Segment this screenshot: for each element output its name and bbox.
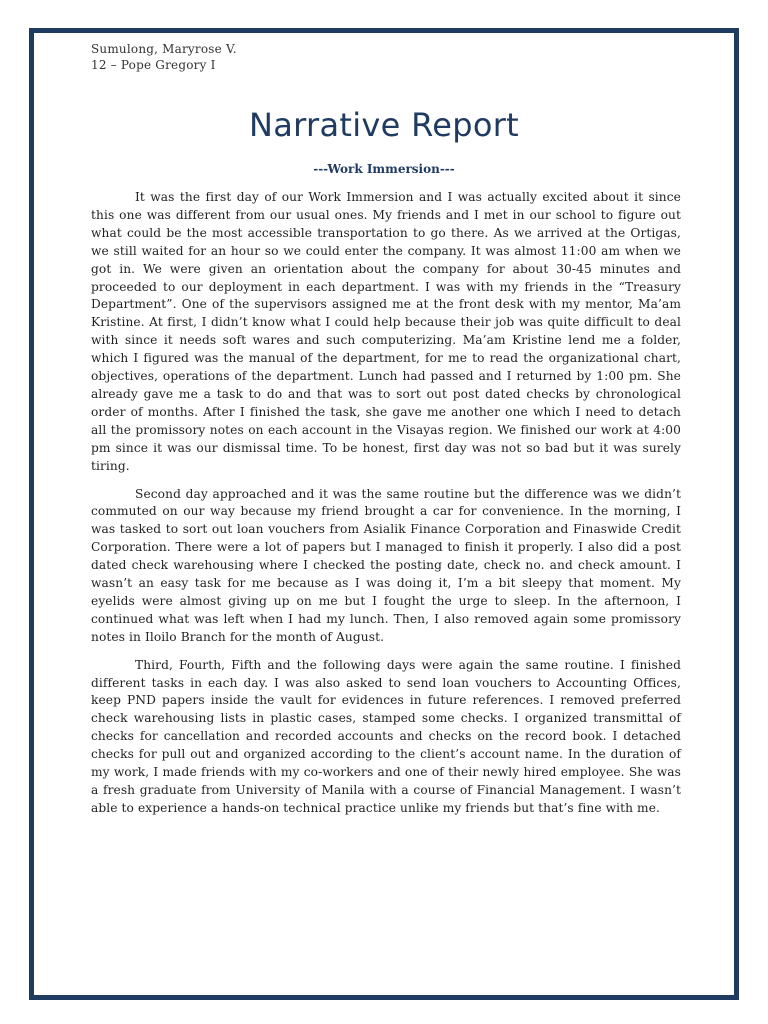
class-section: 12 – Pope Gregory I <box>91 58 216 72</box>
author-name: Sumulong, Maryrose V. <box>91 42 237 56</box>
report-body <box>91 189 681 828</box>
paragraph-first-day: It was the first day of our Work Immersion and I was actually excited about it since this one was different from our usual ones. My friends and I met in our school to figure out what could be the most accessible transportation to go there. As we arrived at the Ortigas, we still waited for an hour so we could enter the company. It was almost 11:00 am when we got in. We were given an orientation about the company for about 30-45 minutes and proceeded to our deployment in each department. I was with my friends in the “Treasury Department”. One of the supervisors assigned me at the front desk with my mentor, Ma’am Kristine. At first, I didn’t know what I could help because their job was quite difficult to deal with since it needs soft wares and such computerizing. Ma’am Kristine lend me a folder, which I figured was the manual of the department, for me to read the organizational chart, objectives, operations of the department. Lunch had passed and I returned by 1:00 pm. She already gave me a task to do and that was to sort out post dated checks by chronological order of months. After I finished the task, she gave me another one which I need to detach all the promissory notes on each account in the Visayas region. We finished our work at 4:00 pm since it was our dismissal time. To be honest, first day was not so bad but it was surely tiring. <box>91 190 681 473</box>
paragraph-second-day: Second day approached and it was the same routine but the difference was we didn’t commuted on our way because my friend brought a car for convenience. In the morning, I was tasked to sort out loan vouchers from Asialik Finance Corporation and Finaswide Credit Corporation. There were a lot of papers but I managed to finish it properly. I also did a post dated check warehousing where I checked the posting date, check no. and check amount. I wasn’t an easy task for me because as I was doing it, I’m a bit sleepy that moment. My eyelids were almost giving up on me but I fought the urge to sleep. In the afternoon, I continued what was left when I had my lunch. Then, I also removed again some promissory notes in Iloilo Branch for the month of August. <box>91 486 681 644</box>
page-border-frame <box>29 28 739 1000</box>
paragraph-following-days: Third, Fourth, Fifth and the following days were again the same routine. I finished different tasks in each day. I was also asked to send loan vouchers to Accounting Offices, keep PND papers inside the vault for evidences in future references. I removed preferred check warehousing lists in plastic cases, stamped some checks. I organized transmittal of checks for cancellation and recorded accounts and checks on the record book. I detached checks for pull out and organized according to the client’s account name. In the duration of my work, I made friends with my co-workers and one of their newly hired employee. She was a fresh graduate from University of Manila with a course of Financial Management. I wasn’t able to experience a hands-on technical practice unlike my friends but that’s fine with me. <box>91 657 681 815</box>
page-subtitle: ---Work Immersion--- <box>313 162 455 176</box>
author-block <box>91 41 237 73</box>
page-title: Narrative Report <box>248 106 520 144</box>
